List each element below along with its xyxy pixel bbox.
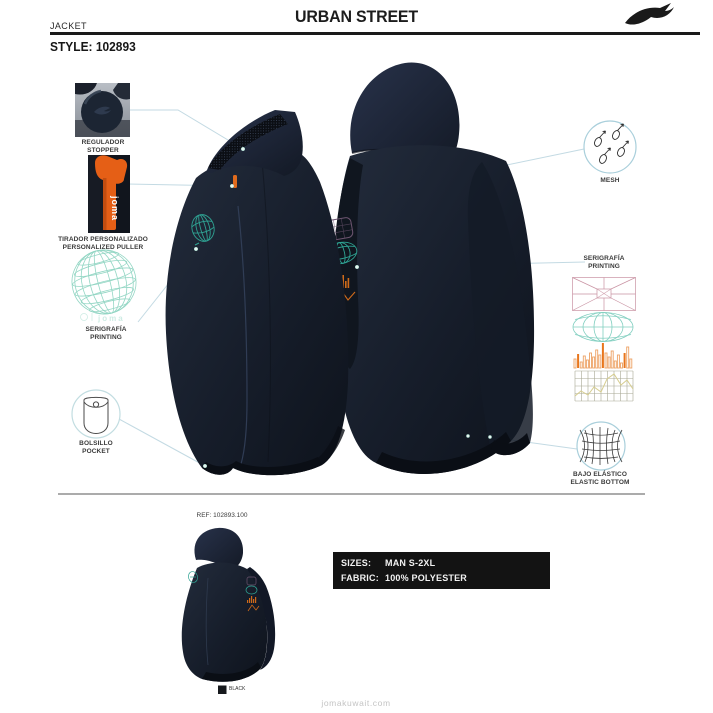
spec-box	[333, 552, 550, 589]
color-swatch	[218, 686, 227, 695]
printing-left-globe-graphic	[65, 243, 143, 323]
style-number: STYLE: 102893	[50, 39, 136, 54]
swatch-name: BLACK	[229, 686, 246, 692]
stopper-photo	[75, 83, 130, 137]
pocket-icon	[72, 390, 120, 438]
mesh-icon	[584, 121, 636, 173]
sizes-row	[333, 558, 550, 568]
header-rule	[50, 32, 700, 35]
fabric-row	[333, 573, 550, 583]
stopper-label: REGULADOR STOPPER	[81, 139, 125, 155]
sizes-label: SIZES:	[341, 557, 372, 568]
puller-photo	[88, 155, 130, 233]
jacket-front-view	[166, 110, 349, 475]
printing-left-label: SERIGRAFÍA PRINTING	[85, 326, 127, 342]
sizes-value: MAN S-2XL	[385, 557, 436, 568]
printing-left-faded-text: joma	[98, 314, 125, 323]
perspective-grid-graphic	[573, 278, 636, 311]
elastic-bottom-icon	[577, 422, 625, 470]
puller-label: TIRADOR PERSONALIZADO PERSONALIZED PULLER	[58, 236, 148, 252]
elastic-label: BAJO ELÁSTICO ELASTIC BOTTOM	[570, 471, 630, 487]
fabric-value: 100% POLYESTER	[385, 573, 468, 584]
category-label: JACKET	[50, 21, 87, 31]
joma-logo-icon	[624, 2, 674, 32]
pocket-label: BOLSILLO POCKET	[79, 440, 113, 456]
page-title: URBAN STREET	[295, 7, 418, 26]
detail-scene	[0, 505, 713, 713]
puller-brand-text: joma	[110, 196, 120, 222]
printing-right-label: SERIGRAFÍA PRINTING	[583, 255, 625, 271]
mesh-label: MESH	[600, 177, 620, 184]
soundwave-grid-graphic	[575, 371, 633, 401]
fabric-label: FABRIC:	[341, 573, 379, 584]
product-scene	[0, 55, 713, 505]
ref-number: REF: 102893.100	[196, 512, 248, 519]
jacket-back-view	[323, 63, 534, 474]
watermark: jomakuwait.com	[321, 698, 391, 708]
printing-right-graphics	[573, 278, 636, 402]
globe-ellipse-graphic	[573, 313, 633, 342]
equalizer-bars-graphic	[574, 343, 632, 368]
